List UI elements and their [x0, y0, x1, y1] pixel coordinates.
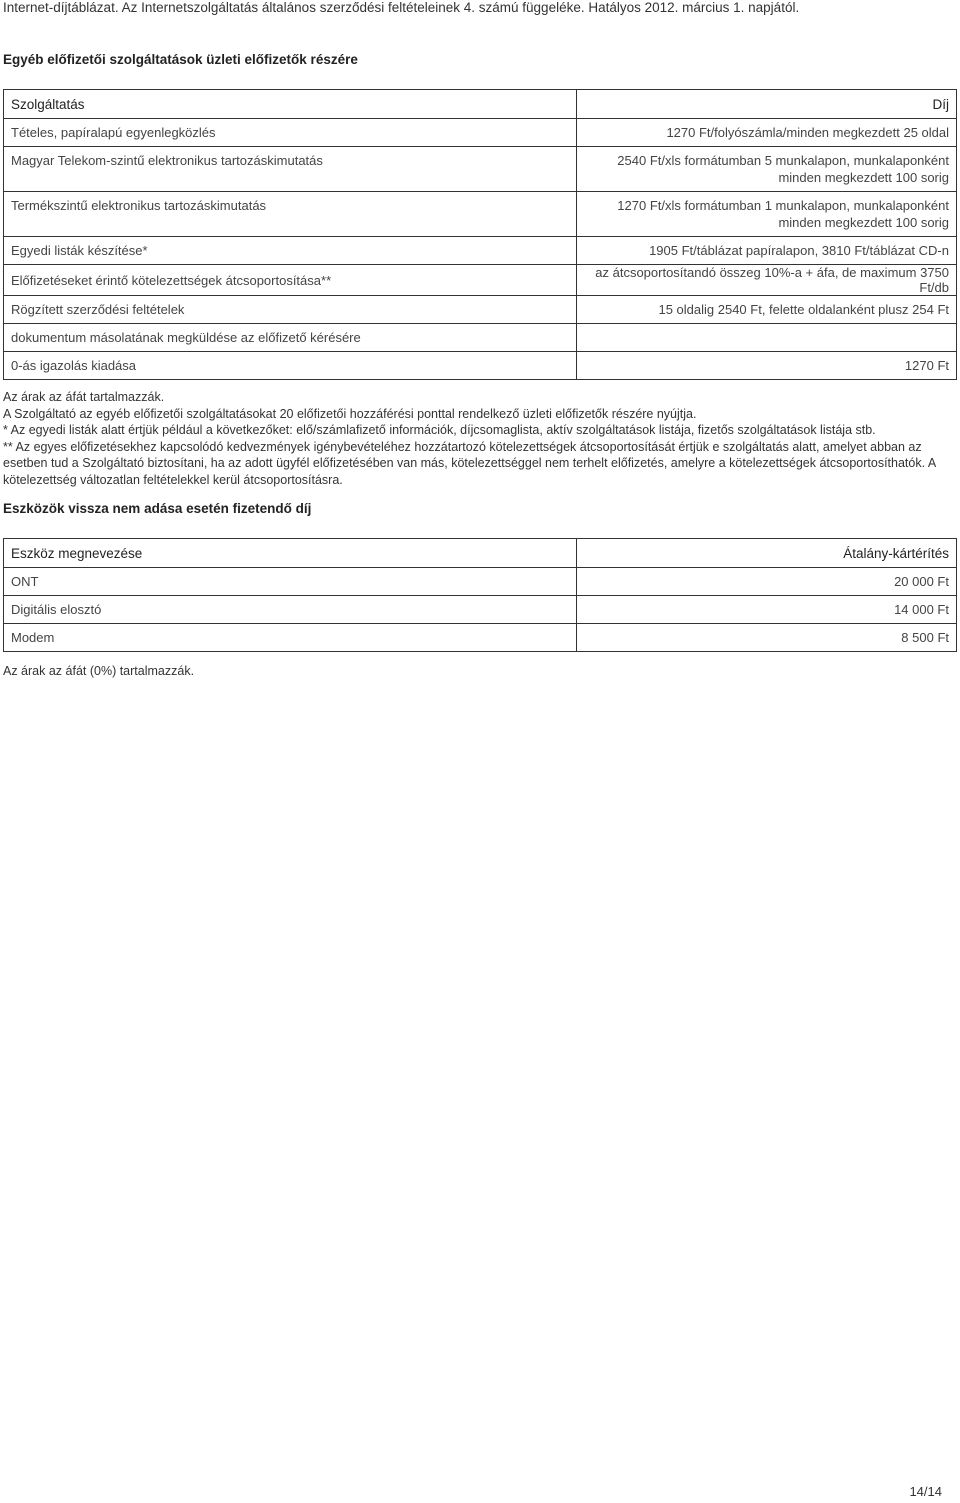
- column-header-fee: Díj: [577, 90, 957, 119]
- note-custom-lists: * Az egyedi listák alatt értjük például a következőket: elő/számlafizető információk, díjcsomaglista, aktív szolgáltatások listája, fizetős szolgáltatások listája stb.: [3, 423, 876, 438]
- service-name: Magyar Telekom-szintű elektronikus tartozáskimutatás: [4, 147, 577, 192]
- page-number: 14/14: [909, 1484, 942, 1499]
- service-name: Előfizetéseket érintő kötelezettségek átcsoportosítása**: [4, 265, 577, 296]
- table-row: [4, 568, 957, 596]
- device-fee: 8 500 Ft: [577, 624, 957, 652]
- note-vat: Az árak az áfát tartalmazzák.: [3, 390, 165, 404]
- service-name: Tételes, papíralapú egyenlegközlés: [4, 119, 577, 147]
- table-row: [4, 596, 957, 624]
- service-fee: 1270 Ft: [577, 352, 957, 380]
- table-row: [4, 624, 957, 652]
- section-title-services: Egyéb előfizetői szolgáltatások üzleti előfizetők részére: [3, 52, 358, 67]
- device-fee: 20 000 Ft: [577, 568, 957, 596]
- table-row: [4, 352, 957, 380]
- table-row: [4, 265, 957, 296]
- note-regrouping: ** Az egyes előfizetésekhez kapcsolódó kedvezmények igénybevételéhez hozzátartozó kötelezettségek átcsoportosítását értjük e szolgáltatás alatt, amelyet abban az esetben tud a Szolgáltató biztosítani, ha az adott ügyfél előfizetésében van más, kötelezettséggel nem terhelt előfizetés, amelyre a kötelezettségek átcsoportosíthatók. A kötelezettség változatlan feltételekkel kerül átcsoportosításra.: [3, 439, 936, 487]
- service-name: Egyedi listák készítése*: [4, 237, 577, 265]
- page-header: Internet-díjtáblázat. Az Internetszolgáltatás általános szerződési feltételeinek 4. számú függeléke. Hatályos 2012. március 1. napjától.: [3, 0, 800, 15]
- table-row: [4, 192, 957, 237]
- column-header-service: Szolgáltatás: [4, 90, 577, 119]
- service-name: Termékszintű elektronikus tartozáskimutatás: [4, 192, 577, 237]
- service-name: Rögzített szerződési feltételek: [4, 296, 577, 324]
- devices-note: Az árak az áfát (0%) tartalmazzák.: [3, 664, 195, 678]
- table-row: [4, 296, 957, 324]
- table-row: [4, 119, 957, 147]
- service-fee: 1270 Ft/xls formátumban 1 munkalapon, munkalaponként minden megkezdett 100 sorig: [577, 192, 957, 237]
- services-fee-table: [3, 89, 957, 380]
- table-row: [4, 324, 957, 352]
- service-fee: 1905 Ft/táblázat papíralapon, 3810 Ft/táblázat CD-n: [577, 237, 957, 265]
- service-name: 0-ás igazolás kiadása: [4, 352, 577, 380]
- service-name: dokumentum másolatának megküldése az előfizető kérésére: [4, 324, 577, 352]
- table-row: [4, 237, 957, 265]
- table-header-row: [4, 539, 957, 568]
- section-title-devices: Eszközök vissza nem adása esetén fizetendő díj: [3, 501, 312, 516]
- column-header-device: Eszköz megnevezése: [4, 539, 577, 568]
- table-header-row: [4, 90, 957, 119]
- device-fee: 14 000 Ft: [577, 596, 957, 624]
- note-eligibility: A Szolgáltató az egyéb előfizetői szolgáltatásokat 20 előfizetői hozzáférési ponttal rendelkező üzleti előfizetők részére nyújtja.: [3, 406, 697, 421]
- service-fee: [577, 324, 957, 352]
- column-header-compensation: Átalány-kártérítés: [577, 539, 957, 568]
- services-notes: [3, 389, 953, 489]
- service-fee: 2540 Ft/xls formátumban 5 munkalapon, munkalaponként minden megkezdett 100 sorig: [577, 147, 957, 192]
- service-fee: az átcsoportosítandó összeg 10%-a + áfa, de maximum 3750 Ft/db: [577, 265, 957, 296]
- device-name: Digitális elosztó: [4, 596, 577, 624]
- device-name: Modem: [4, 624, 577, 652]
- service-fee: 1270 Ft/folyószámla/minden megkezdett 25 oldal: [577, 119, 957, 147]
- devices-fee-table: [3, 538, 957, 652]
- table-row: [4, 147, 957, 192]
- device-name: ONT: [4, 568, 577, 596]
- service-fee: 15 oldalig 2540 Ft, felette oldalanként plusz 254 Ft: [577, 296, 957, 324]
